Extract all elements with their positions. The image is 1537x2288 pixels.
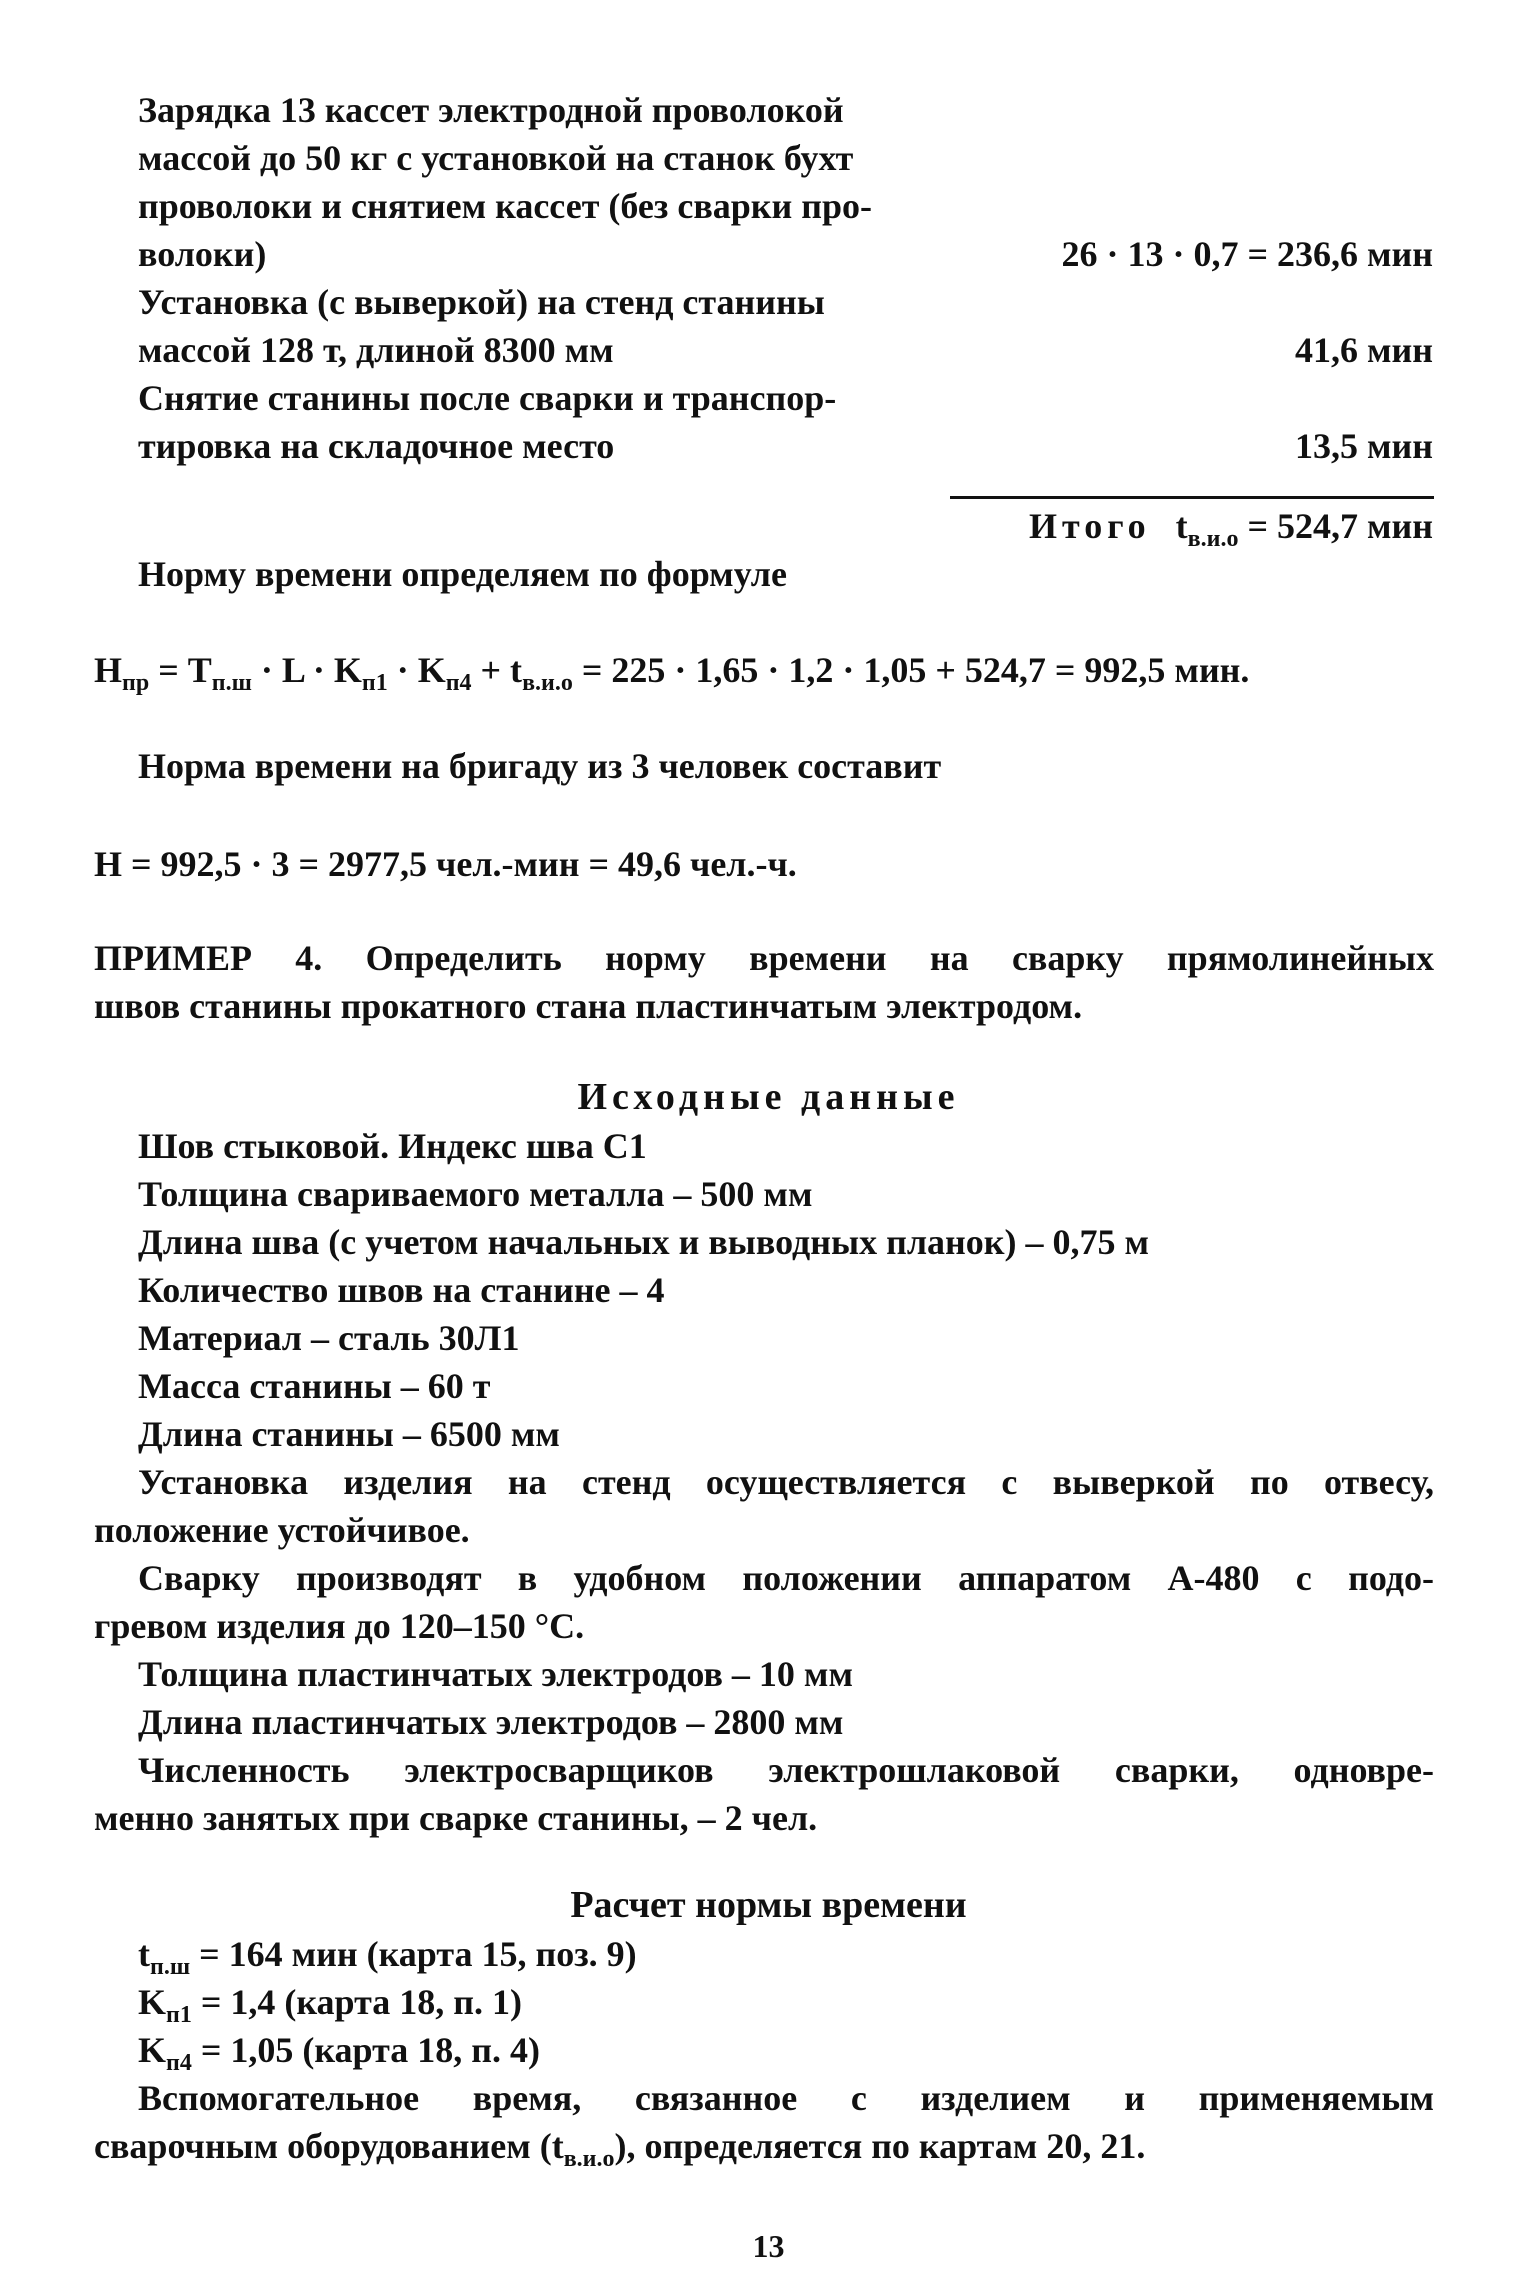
total-value: = 524,7 мин	[1247, 506, 1433, 546]
para-aux-line-2-b: ), определяется по картам 20, 21.	[614, 2126, 1146, 2166]
item-1-line-4: волоки)	[138, 234, 267, 274]
initial-item-2: Толщина свариваемого металла – 500 мм	[138, 1174, 813, 1214]
para-aux-line-2	[94, 2122, 1145, 2170]
electrode-thickness: Толщина пластинчатых электродов – 10 мм	[138, 1654, 853, 1694]
para-weld-line-2: гревом изделия до 120–150 °С.	[94, 1606, 585, 1646]
para-workers-line-1: Численность электросварщиков электрошлаковой сварки, одновре-	[138, 1750, 1434, 1790]
example-line-2: швов станины прокатного стана пластинчатым электродом.	[94, 986, 1083, 1026]
item-3-line-1: Снятие станины после сварки и транспор-	[138, 378, 837, 418]
para-aux-line-2-a: сварочным оборудованием (t	[94, 2126, 564, 2166]
item-2-line-1: Установка (с выверкой) на стенд станины	[138, 282, 825, 322]
formula-tv-sub: в.и.о	[522, 670, 573, 696]
formula-t-sub: п.ш	[211, 670, 252, 696]
initial-item-3: Длина шва (с учетом начальных и выводных планок) – 0,75 м	[138, 1222, 1150, 1262]
item-1-line-1: Зарядка 13 кассет электродной проволокой	[138, 90, 844, 130]
initial-item-5: Материал – сталь 30Л1	[138, 1318, 520, 1358]
calc-item-3-sym: K	[138, 2030, 167, 2070]
initial-data-title: Исходные данные	[577, 1076, 960, 1118]
initial-item-1: Шов стыковой. Индекс шва С1	[138, 1126, 647, 1166]
formula-lhs: Н	[94, 650, 123, 690]
formula-mid3: + t	[471, 650, 523, 690]
total-rule	[950, 496, 1434, 499]
formula-eq: = Т	[149, 650, 212, 690]
item-3-line-2: тировка на складочное место	[138, 426, 615, 466]
item-1-line-3: проволоки и снятием кассет (без сварки про-	[138, 186, 873, 226]
item-1-value: 26 · 13 · 0,7 = 236,6 мин	[1061, 234, 1433, 274]
total-label: Итого	[1029, 506, 1151, 546]
para-workers-line-2: менно занятых при сварке станины, – 2 чел.	[94, 1798, 818, 1838]
para-install-line-1: Установка изделия на стенд осуществляется с выверкой по отвесу,	[138, 1462, 1434, 1502]
formula-intro: Норму времени определяем по формуле	[138, 554, 787, 594]
example-label: ПРИМЕР 4.	[94, 938, 323, 978]
initial-item-4: Количество швов на станине – 4	[138, 1270, 665, 1310]
formula	[94, 646, 1249, 694]
para-aux-line-2-sub: в.и.о	[563, 2146, 615, 2172]
total-line	[1029, 502, 1433, 550]
item-2-line-2: массой 128 т, длиной 8300 мм	[138, 330, 614, 370]
para-weld-line-1: Сварку производят в удобном положении аппаратом А-480 с подо-	[138, 1558, 1434, 1598]
formula-k1-sub: п1	[361, 670, 388, 696]
calc-item-1	[138, 1930, 637, 1978]
brigade-text: Норма времени на бригаду из 3 человек составит	[138, 746, 942, 786]
calc-title: Расчет нормы времени	[570, 1884, 967, 1926]
initial-item-7: Длина станины – 6500 мм	[138, 1414, 560, 1454]
para-aux-line-1: Вспомогательное время, связанное с изделием и применяемым	[138, 2078, 1434, 2118]
example-line-1	[94, 934, 1434, 982]
calc-item-3	[138, 2026, 540, 2074]
para-install-line-2: положение устойчивое.	[94, 1510, 470, 1550]
item-1-line-2: массой до 50 кг с установкой на станок бухт	[138, 138, 854, 178]
formula-k2-sub: п4	[445, 670, 472, 696]
item-3-value: 13,5 мин	[1294, 426, 1433, 466]
formula-mid2: · K	[387, 650, 446, 690]
electrode-length: Длина пластинчатых электродов – 2800 мм	[138, 1702, 844, 1742]
item-2-value: 41,6 мин	[1294, 330, 1433, 370]
calc-item-3-text: = 1,05 (карта 18, п. 4)	[191, 2030, 540, 2070]
formula-lhs-sub: пр	[122, 670, 150, 696]
total-t: t	[1175, 506, 1188, 546]
formula-rhs: = 225 · 1,65 · 1,2 · 1,05 + 524,7 = 992,5 мин.	[572, 650, 1250, 690]
calc-item-2-sym: K	[138, 1982, 167, 2022]
calc-item-2	[138, 1978, 522, 2026]
example-line-1-text: Определить норму времени на сварку прямолинейных	[365, 938, 1434, 978]
initial-item-6: Масса станины – 60 т	[138, 1366, 491, 1406]
calc-item-1-text: = 164 мин (карта 15, поз. 9)	[190, 1934, 637, 1974]
page-number: 13	[752, 2228, 785, 2264]
calc-item-3-sub: п4	[166, 2050, 192, 2076]
calc-item-1-sub: п.ш	[150, 1954, 191, 1980]
brigade-formula: Н = 992,5 · 3 = 2977,5 чел.-мин = 49,6 чел.-ч.	[94, 844, 797, 884]
total-sub: в.и.о	[1187, 526, 1239, 552]
formula-mid1: · L · K	[251, 650, 362, 690]
calc-item-2-text: = 1,4 (карта 18, п. 1)	[191, 1982, 522, 2022]
calc-item-2-sub: п1	[166, 2002, 192, 2028]
calc-item-1-sym: t	[138, 1934, 150, 1974]
